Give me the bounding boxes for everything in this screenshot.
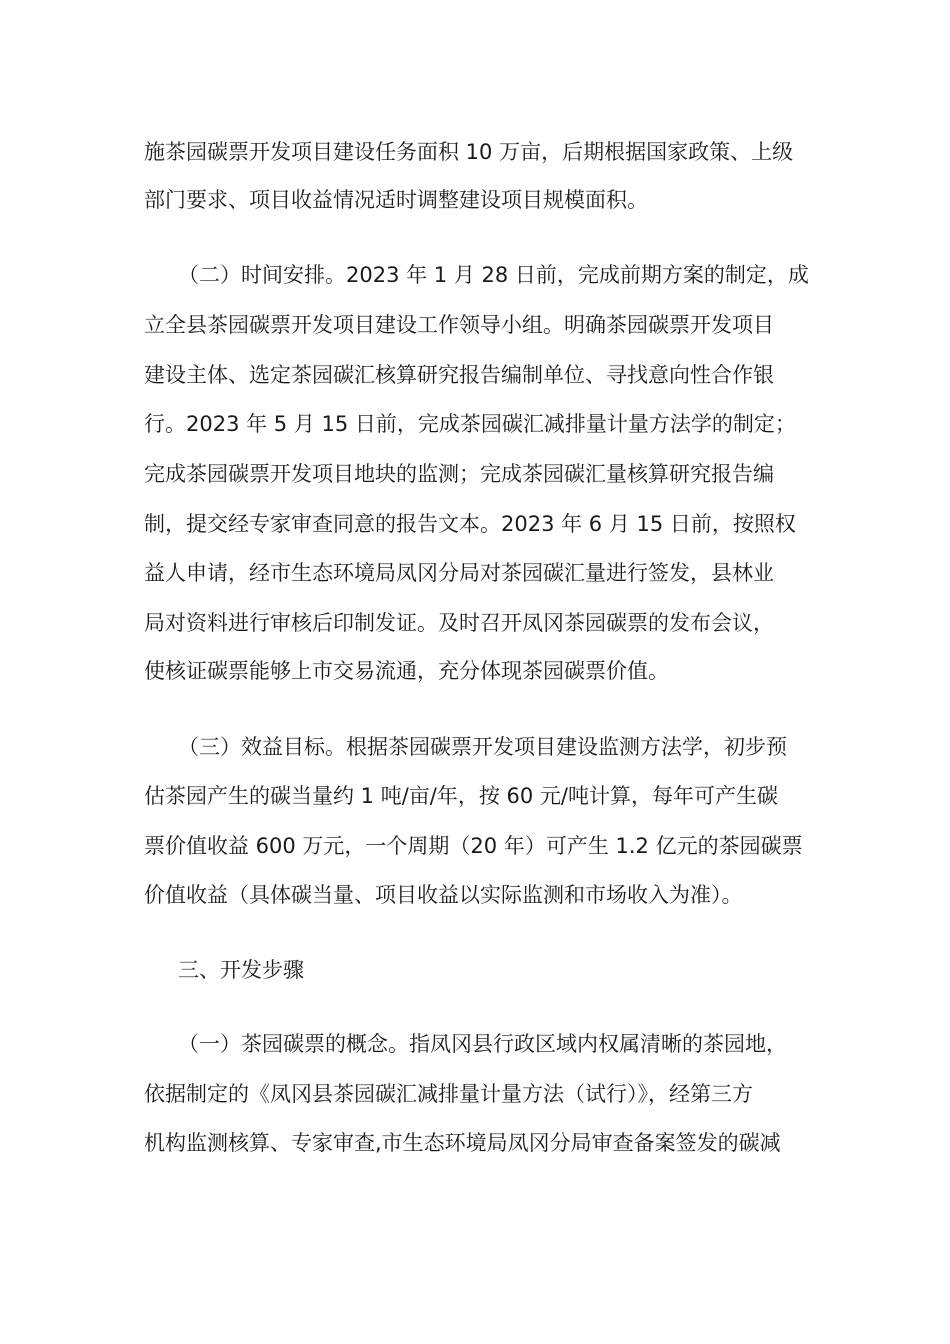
text-line: 制，提交经专家审查同意的报告文本。2023 年 6 月 15 日前，按照权	[144, 512, 796, 536]
text-line: 依据制定的《凤冈县茶园碳汇减排量计量方法（试行）》，经第三方	[144, 1082, 753, 1106]
paragraph-start-line: （一）茶园碳票的概念。指凤冈县行政区域内权属清晰的茶园地，	[178, 1032, 787, 1056]
section-heading: 三、开发步骤	[178, 958, 304, 982]
text-line: 价值收益（具体碳当量、项目收益以实际监测和市场收入为准）。	[144, 883, 743, 907]
text-line: 益人申请，经市生态环境局凤冈分局对茶园碳汇量进行签发，县林业	[144, 561, 774, 585]
text-line: 建设主体、选定茶园碳汇核算研究报告编制单位、寻找意向性合作银	[144, 363, 774, 387]
text-line: 部门要求、项目收益情况适时调整建设项目规模面积。	[144, 188, 648, 212]
text-line: 机构监测核算、专家审查,市生态环境局凤冈分局审查备案签发的碳减	[144, 1131, 781, 1155]
text-line: 完成茶园碳票开发项目地块的监测；完成茶园碳汇量核算研究报告编	[144, 462, 774, 486]
text-line: 票价值收益 600 万元，一个周期（20 年）可产生 1.2 亿元的茶园碳票	[144, 834, 803, 858]
paragraph-start-line: （三）效益目标。根据茶园碳票开发项目建设监测方法学，初步预	[178, 735, 787, 759]
text-line: 立全县茶园碳票开发项目建设工作领导小组。明确茶园碳票开发项目	[144, 313, 774, 337]
text-line: 行。2023 年 5 月 15 日前，完成茶园碳汇减排量计量方法学的制定；	[144, 412, 796, 436]
text-line: 估茶园产生的碳当量约 1 吨/亩/年，按 60 元/吨计算，每年可产生碳	[144, 784, 779, 808]
text-line: 使核证碳票能够上市交易流通，充分体现茶园碳票价值。	[144, 659, 669, 683]
text-line: 局对资料进行审核后印制发证。及时召开凤冈茶园碳票的发布会议，	[144, 611, 774, 635]
paragraph-start-line: （二）时间安排。2023 年 1 月 28 日前，完成前期方案的制定，成	[178, 263, 809, 287]
text-line: 施茶园碳票开发项目建设任务面积 10 万亩，后期根据国家政策、上级	[144, 140, 794, 164]
